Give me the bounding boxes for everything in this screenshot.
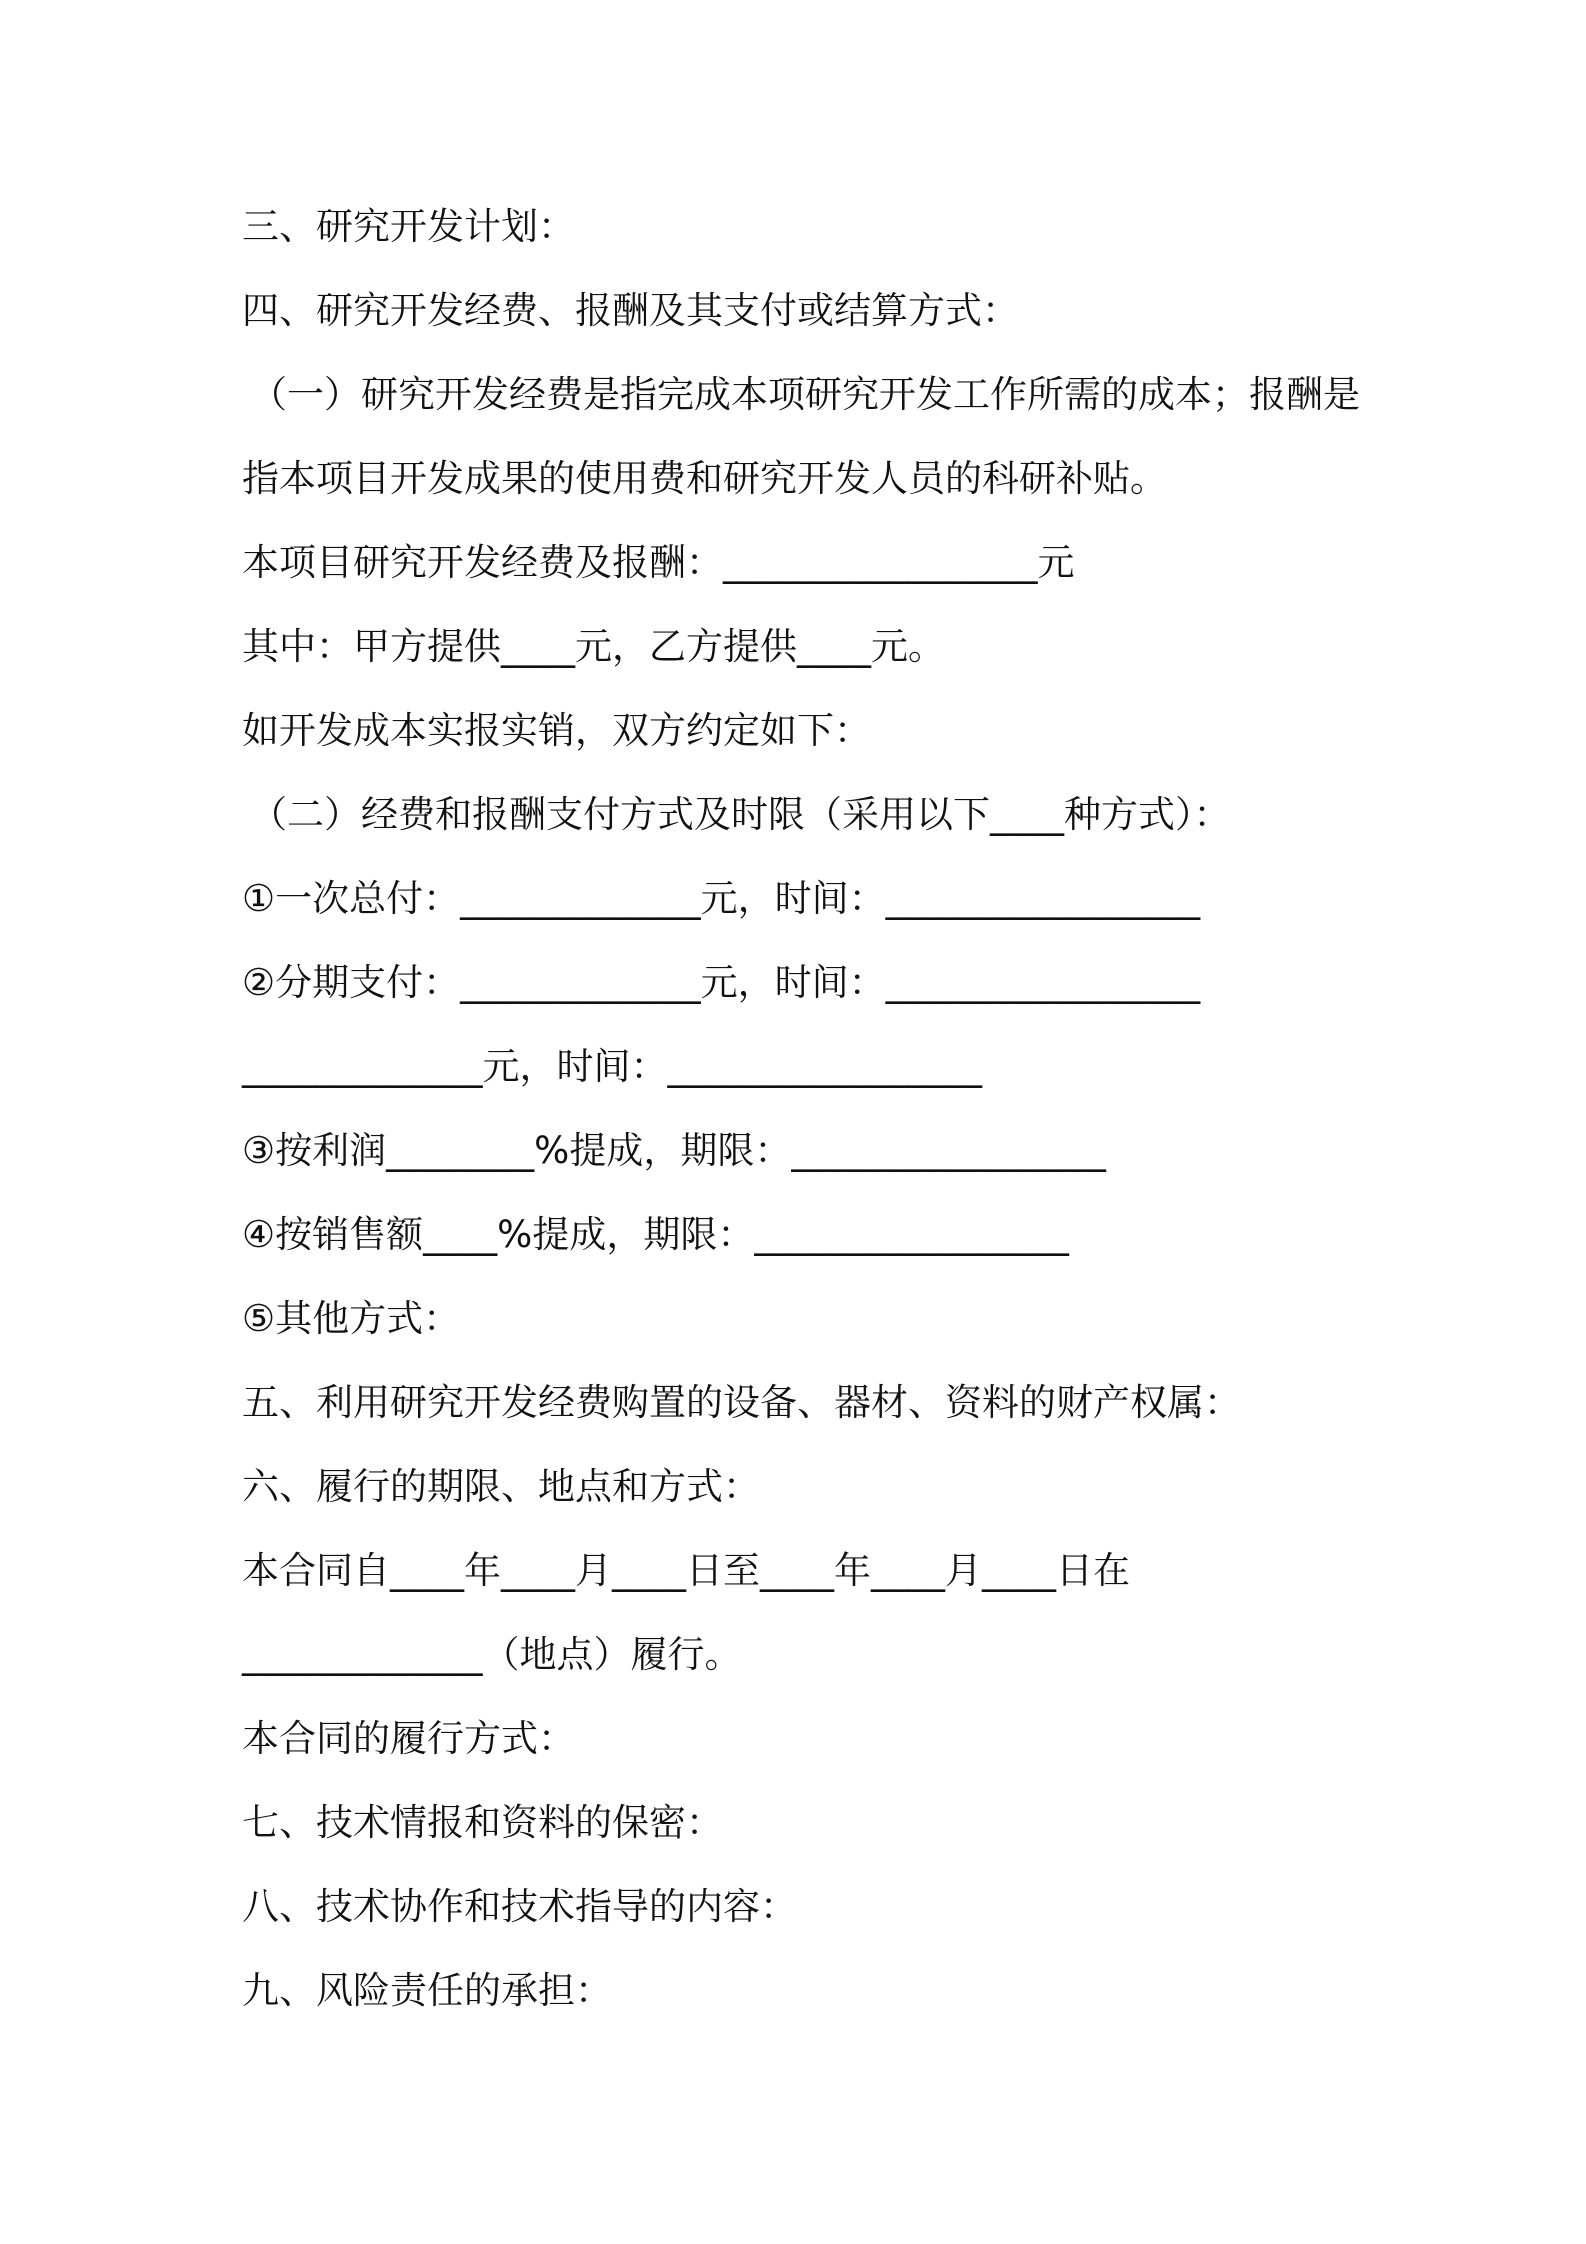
payment-option-2-cont: _____________元，时间：_________________: [242, 1045, 982, 1088]
clause-4-2-text: （二）经费和报酬支付方式及时限（采用以下____种方式）：: [250, 793, 1231, 836]
performance-method-line: 本合同的履行方式：: [242, 1717, 575, 1760]
section-3-heading: 三、研究开发计划：: [242, 205, 575, 248]
payment-option-4: ④按销售额____%提成，期限：_________________: [242, 1213, 1069, 1256]
section-9-heading: 九、风险责任的承担：: [242, 1969, 612, 2012]
payment-option-1: ①一次总付：_____________元，时间：_________________: [242, 877, 1201, 920]
section-8-heading: 八、技术协作和技术指导的内容：: [242, 1885, 797, 1928]
clause-4-1-text: （一）研究开发经费是指完成本项研究开发工作所需的成本；报酬是: [250, 373, 1360, 416]
clause-4-1-text-cont: 指本项目开发成果的使用费和研究开发人员的科研补贴。: [242, 457, 1167, 500]
funding-split-line: 其中：甲方提供____元，乙方提供____元。: [242, 625, 945, 668]
payment-option-2: ②分期支付：_____________元，时间：_________________: [242, 961, 1201, 1004]
section-6-heading: 六、履行的期限、地点和方式：: [242, 1465, 760, 1508]
contract-period-line: 本合同自____年____月____日至____年____月____日在: [242, 1549, 1130, 1592]
section-7-heading: 七、技术情报和资料的保密：: [242, 1801, 723, 1844]
payment-option-5: ⑤其他方式：: [242, 1297, 461, 1340]
section-5-heading: 五、利用研究开发经费购置的设备、器材、资料的财产权属：: [242, 1381, 1241, 1424]
section-4-heading: 四、研究开发经费、报酬及其支付或结算方式：: [242, 289, 1019, 332]
payment-option-3: ③按利润________%提成，期限：_________________: [242, 1129, 1106, 1172]
contract-location-line: _____________（地点）履行。: [242, 1633, 742, 1676]
actual-cost-line: 如开发成本实报实销，双方约定如下：: [242, 709, 871, 752]
total-funding-line: 本项目研究开发经费及报酬：_________________元: [242, 541, 1075, 584]
